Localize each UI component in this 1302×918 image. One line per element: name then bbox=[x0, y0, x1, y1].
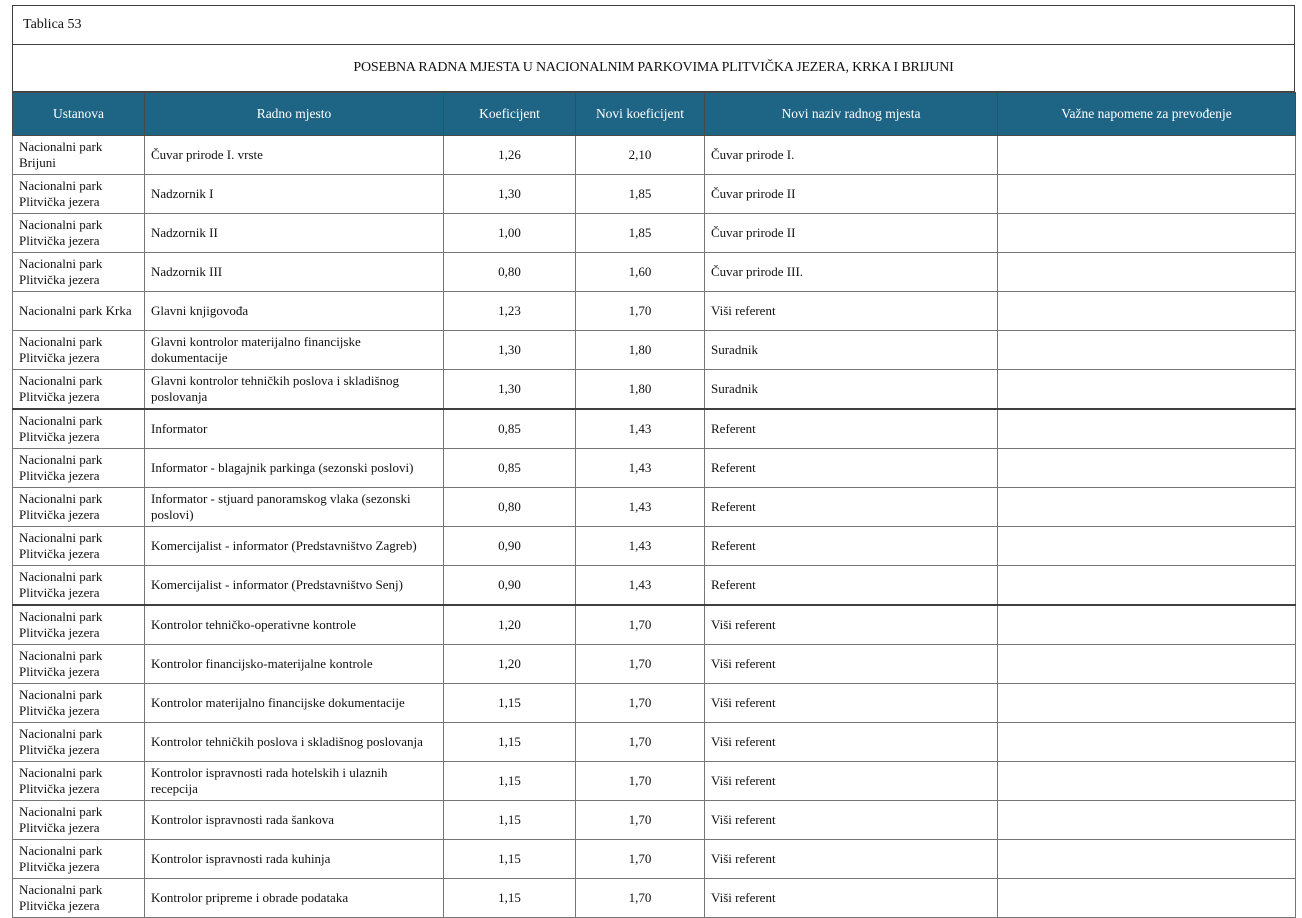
cell-ustanova: Nacionalni park Plitvička jezera bbox=[13, 214, 145, 253]
cell-novi-naziv: Viši referent bbox=[705, 879, 998, 918]
table-caption-label: Tablica 53 bbox=[23, 17, 82, 32]
cell-napomene bbox=[998, 801, 1296, 840]
cell-napomene bbox=[998, 762, 1296, 801]
cell-radno-mjesto: Kontrolor ispravnosti rada kuhinja bbox=[145, 840, 444, 879]
table-row bbox=[13, 723, 1296, 762]
cell-napomene bbox=[998, 253, 1296, 292]
jobs-table bbox=[12, 92, 1296, 918]
cell-novi-koeficijent: 1,80 bbox=[576, 331, 705, 370]
cell-novi-naziv: Čuvar prirode I. bbox=[705, 136, 998, 175]
cell-novi-naziv: Viši referent bbox=[705, 684, 998, 723]
column-header-novi-naziv: Novi naziv radnog mjesta bbox=[705, 93, 998, 136]
cell-novi-koeficijent: 1,70 bbox=[576, 840, 705, 879]
cell-novi-naziv: Viši referent bbox=[705, 840, 998, 879]
cell-radno-mjesto: Kontrolor tehničko-operativne kontrole bbox=[145, 605, 444, 645]
cell-napomene bbox=[998, 214, 1296, 253]
cell-napomene bbox=[998, 566, 1296, 606]
cell-koeficijent: 0,90 bbox=[444, 566, 576, 606]
table-caption-box bbox=[12, 5, 1295, 45]
cell-koeficijent: 1,30 bbox=[444, 175, 576, 214]
table-row bbox=[13, 253, 1296, 292]
table-row bbox=[13, 527, 1296, 566]
table-row bbox=[13, 292, 1296, 331]
cell-napomene bbox=[998, 879, 1296, 918]
cell-ustanova: Nacionalni park Plitvička jezera bbox=[13, 645, 145, 684]
cell-radno-mjesto: Glavni kontrolor materijalno financijske dokumentacije bbox=[145, 331, 444, 370]
cell-ustanova: Nacionalni park Plitvička jezera bbox=[13, 175, 145, 214]
column-header-napomene: Važne napomene za prevođenje bbox=[998, 93, 1296, 136]
cell-koeficijent: 1,00 bbox=[444, 214, 576, 253]
table-body bbox=[13, 136, 1296, 918]
cell-novi-naziv: Referent bbox=[705, 449, 998, 488]
cell-radno-mjesto: Glavni knjigovođa bbox=[145, 292, 444, 331]
cell-ustanova: Nacionalni park Plitvička jezera bbox=[13, 370, 145, 410]
table-document bbox=[12, 5, 1295, 918]
cell-koeficijent: 0,85 bbox=[444, 409, 576, 449]
cell-novi-naziv: Referent bbox=[705, 566, 998, 606]
cell-novi-koeficijent: 1,70 bbox=[576, 605, 705, 645]
table-row bbox=[13, 879, 1296, 918]
cell-ustanova: Nacionalni park Krka bbox=[13, 292, 145, 331]
table-row bbox=[13, 175, 1296, 214]
table-row bbox=[13, 566, 1296, 606]
cell-ustanova: Nacionalni park Plitvička jezera bbox=[13, 684, 145, 723]
column-header-radno-mjesto: Radno mjesto bbox=[145, 93, 444, 136]
cell-novi-naziv: Viši referent bbox=[705, 801, 998, 840]
cell-napomene bbox=[998, 370, 1296, 410]
table-title-box bbox=[12, 45, 1295, 92]
cell-novi-naziv: Čuvar prirode II bbox=[705, 175, 998, 214]
cell-koeficijent: 0,80 bbox=[444, 488, 576, 527]
cell-radno-mjesto: Čuvar prirode I. vrste bbox=[145, 136, 444, 175]
cell-napomene bbox=[998, 449, 1296, 488]
cell-ustanova: Nacionalni park Plitvička jezera bbox=[13, 723, 145, 762]
cell-novi-koeficijent: 1,85 bbox=[576, 214, 705, 253]
cell-ustanova: Nacionalni park Plitvička jezera bbox=[13, 409, 145, 449]
cell-koeficijent: 1,20 bbox=[444, 605, 576, 645]
cell-radno-mjesto: Informator - blagajnik parkinga (sezonski poslovi) bbox=[145, 449, 444, 488]
cell-koeficijent: 1,15 bbox=[444, 801, 576, 840]
column-header-novi-koeficijent: Novi koeficijent bbox=[576, 93, 705, 136]
cell-koeficijent: 1,20 bbox=[444, 645, 576, 684]
cell-novi-naziv: Referent bbox=[705, 488, 998, 527]
cell-koeficijent: 1,15 bbox=[444, 723, 576, 762]
cell-ustanova: Nacionalni park Plitvička jezera bbox=[13, 488, 145, 527]
cell-novi-naziv: Referent bbox=[705, 409, 998, 449]
table-row bbox=[13, 409, 1296, 449]
cell-novi-naziv: Viši referent bbox=[705, 605, 998, 645]
table-title-text: POSEBNA RADNA MJESTA U NACIONALNIM PARKOVIMA PLITVIČKA JEZERA, KRKA I BRIJUNI bbox=[353, 60, 954, 75]
cell-napomene bbox=[998, 645, 1296, 684]
cell-radno-mjesto: Informator bbox=[145, 409, 444, 449]
cell-novi-naziv: Viši referent bbox=[705, 723, 998, 762]
cell-novi-naziv: Viši referent bbox=[705, 292, 998, 331]
cell-novi-koeficijent: 1,60 bbox=[576, 253, 705, 292]
cell-novi-koeficijent: 1,70 bbox=[576, 723, 705, 762]
cell-novi-koeficijent: 1,70 bbox=[576, 879, 705, 918]
cell-radno-mjesto: Nadzornik III bbox=[145, 253, 444, 292]
cell-koeficijent: 1,30 bbox=[444, 370, 576, 410]
cell-ustanova: Nacionalni park Plitvička jezera bbox=[13, 840, 145, 879]
cell-novi-koeficijent: 1,70 bbox=[576, 645, 705, 684]
cell-ustanova: Nacionalni park Plitvička jezera bbox=[13, 331, 145, 370]
cell-novi-naziv: Suradnik bbox=[705, 370, 998, 410]
cell-novi-koeficijent: 1,43 bbox=[576, 527, 705, 566]
table-header-row bbox=[13, 93, 1296, 136]
cell-radno-mjesto: Glavni kontrolor tehničkih poslova i skladišnog poslovanja bbox=[145, 370, 444, 410]
table-row bbox=[13, 645, 1296, 684]
cell-radno-mjesto: Kontrolor ispravnosti rada hotelskih i ulaznih recepcija bbox=[145, 762, 444, 801]
cell-ustanova: Nacionalni park Brijuni bbox=[13, 136, 145, 175]
table-row bbox=[13, 684, 1296, 723]
cell-radno-mjesto: Kontrolor pripreme i obrade podataka bbox=[145, 879, 444, 918]
cell-koeficijent: 1,30 bbox=[444, 331, 576, 370]
cell-napomene bbox=[998, 723, 1296, 762]
cell-napomene bbox=[998, 527, 1296, 566]
cell-ustanova: Nacionalni park Plitvička jezera bbox=[13, 879, 145, 918]
table-row bbox=[13, 762, 1296, 801]
cell-novi-naziv: Čuvar prirode III. bbox=[705, 253, 998, 292]
cell-radno-mjesto: Informator - stjuard panoramskog vlaka (sezonski poslovi) bbox=[145, 488, 444, 527]
table-row bbox=[13, 136, 1296, 175]
cell-novi-koeficijent: 1,80 bbox=[576, 370, 705, 410]
cell-koeficijent: 1,15 bbox=[444, 762, 576, 801]
cell-napomene bbox=[998, 136, 1296, 175]
cell-radno-mjesto: Komercijalist - informator (Predstavništvo Senj) bbox=[145, 566, 444, 606]
cell-novi-koeficijent: 1,70 bbox=[576, 762, 705, 801]
column-header-koeficijent: Koeficijent bbox=[444, 93, 576, 136]
cell-novi-naziv: Referent bbox=[705, 527, 998, 566]
cell-napomene bbox=[998, 605, 1296, 645]
cell-ustanova: Nacionalni park Plitvička jezera bbox=[13, 801, 145, 840]
cell-ustanova: Nacionalni park Plitvička jezera bbox=[13, 527, 145, 566]
cell-koeficijent: 1,15 bbox=[444, 840, 576, 879]
cell-radno-mjesto: Kontrolor ispravnosti rada šankova bbox=[145, 801, 444, 840]
table-row bbox=[13, 214, 1296, 253]
cell-napomene bbox=[998, 175, 1296, 214]
table-row bbox=[13, 801, 1296, 840]
cell-napomene bbox=[998, 331, 1296, 370]
cell-radno-mjesto: Komercijalist - informator (Predstavništvo Zagreb) bbox=[145, 527, 444, 566]
cell-radno-mjesto: Kontrolor materijalno financijske dokumentacije bbox=[145, 684, 444, 723]
cell-radno-mjesto: Nadzornik I bbox=[145, 175, 444, 214]
cell-radno-mjesto: Nadzornik II bbox=[145, 214, 444, 253]
cell-novi-naziv: Viši referent bbox=[705, 645, 998, 684]
table-row bbox=[13, 370, 1296, 410]
cell-napomene bbox=[998, 292, 1296, 331]
cell-novi-koeficijent: 1,43 bbox=[576, 449, 705, 488]
cell-ustanova: Nacionalni park Plitvička jezera bbox=[13, 762, 145, 801]
cell-koeficijent: 0,90 bbox=[444, 527, 576, 566]
table-row bbox=[13, 840, 1296, 879]
cell-koeficijent: 1,15 bbox=[444, 879, 576, 918]
cell-napomene bbox=[998, 684, 1296, 723]
cell-radno-mjesto: Kontrolor financijsko-materijalne kontrole bbox=[145, 645, 444, 684]
cell-koeficijent: 1,26 bbox=[444, 136, 576, 175]
cell-koeficijent: 1,23 bbox=[444, 292, 576, 331]
cell-novi-naziv: Čuvar prirode II bbox=[705, 214, 998, 253]
cell-novi-koeficijent: 1,43 bbox=[576, 409, 705, 449]
cell-koeficijent: 0,85 bbox=[444, 449, 576, 488]
table-row bbox=[13, 488, 1296, 527]
cell-novi-naziv: Viši referent bbox=[705, 762, 998, 801]
cell-novi-koeficijent: 1,70 bbox=[576, 801, 705, 840]
cell-napomene bbox=[998, 840, 1296, 879]
cell-ustanova: Nacionalni park Plitvička jezera bbox=[13, 449, 145, 488]
cell-novi-koeficijent: 1,43 bbox=[576, 566, 705, 606]
cell-radno-mjesto: Kontrolor tehničkih poslova i skladišnog poslovanja bbox=[145, 723, 444, 762]
cell-koeficijent: 1,15 bbox=[444, 684, 576, 723]
cell-ustanova: Nacionalni park Plitvička jezera bbox=[13, 566, 145, 606]
table-row bbox=[13, 605, 1296, 645]
column-header-ustanova: Ustanova bbox=[13, 93, 145, 136]
cell-ustanova: Nacionalni park Plitvička jezera bbox=[13, 605, 145, 645]
cell-novi-koeficijent: 1,70 bbox=[576, 684, 705, 723]
cell-napomene bbox=[998, 409, 1296, 449]
cell-koeficijent: 0,80 bbox=[444, 253, 576, 292]
cell-ustanova: Nacionalni park Plitvička jezera bbox=[13, 253, 145, 292]
cell-novi-koeficijent: 1,43 bbox=[576, 488, 705, 527]
table-row bbox=[13, 449, 1296, 488]
table-row bbox=[13, 331, 1296, 370]
cell-novi-naziv: Suradnik bbox=[705, 331, 998, 370]
cell-novi-koeficijent: 1,85 bbox=[576, 175, 705, 214]
cell-novi-koeficijent: 2,10 bbox=[576, 136, 705, 175]
cell-novi-koeficijent: 1,70 bbox=[576, 292, 705, 331]
cell-napomene bbox=[998, 488, 1296, 527]
